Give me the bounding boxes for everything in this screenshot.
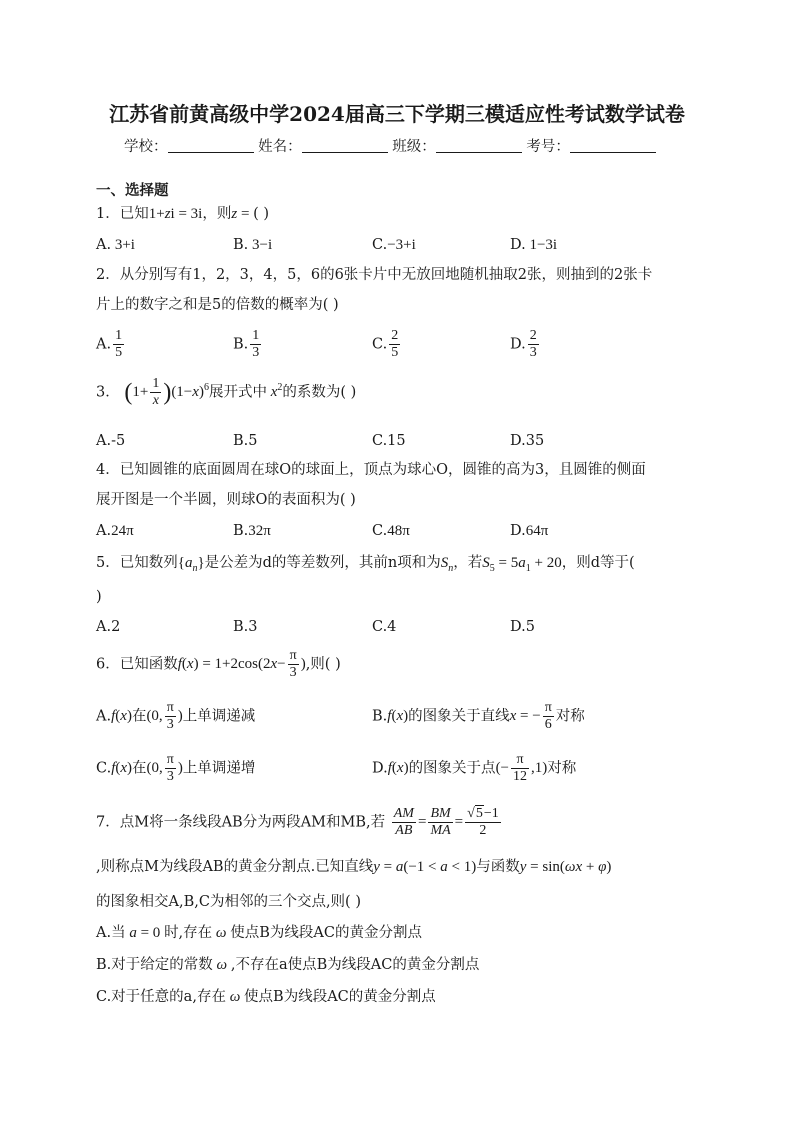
page-title: 江苏省前黄高级中学2024届高三下学期三模适应性考试数学试卷 — [109, 102, 685, 126]
q5-option-c[interactable]: C.4 — [372, 619, 397, 635]
class-blank[interactable] — [436, 139, 522, 153]
q7-option-a[interactable]: A.当 a = 0 时,存在 ω 使点B为线段AC的黄金分割点 — [96, 925, 422, 941]
q2-option-c[interactable]: C. $\frac{2}{5}$ — [372, 328, 399, 361]
student-info-line — [124, 139, 656, 155]
q1-option-b[interactable]: B. 3−i — [233, 237, 273, 253]
q6-option-c[interactable]: C.f(x)在(0, $\frac{\pi}{3}$ )上单调递增 — [96, 752, 256, 785]
q1-option-c[interactable]: C.−3+i — [372, 237, 416, 253]
question-1: 1．已知1+zi = 3i，则z = ( ) — [96, 206, 270, 222]
class-label: 班级： — [392, 139, 436, 155]
q3-option-a[interactable]: A.-5 — [96, 433, 126, 449]
school-label: 学校： — [124, 139, 168, 155]
section-heading: 一、选择题 — [96, 182, 169, 199]
q5-option-a[interactable]: A.2 — [96, 619, 121, 635]
name-label: 姓名： — [258, 139, 302, 155]
question-2-line2: 片上的数字之和是5的倍数的概率为( ) — [96, 297, 339, 313]
q3-option-b[interactable]: B.5 — [233, 433, 258, 449]
question-4-line1: 4．已知圆锥的底面圆周在球O的球面上，顶点为球心O，圆锥的高为3，且圆锥的侧面 — [96, 462, 646, 478]
q2-option-a[interactable]: A. $\frac{1}{5}$ — [96, 328, 123, 361]
q4-option-c[interactable]: C.48π — [372, 523, 410, 539]
question-3: 3． (1+ $\frac{1}{x}$ )$(1-x)^6$展开式中 $x^2$的系数为( ) — [96, 376, 357, 409]
q4-option-d[interactable]: D.64π — [510, 523, 549, 539]
question-7-line2: ,则称点M为线段AB的黄金分割点.已知直线y = a(−1 < a < 1)与函数y = sin(ωx + φ) — [96, 859, 612, 875]
question-4-line2: 展开图是一个半圆，则球O的表面积为( ) — [96, 492, 356, 508]
q7-option-c[interactable]: C.对于任意的a,存在 ω 使点B为线段AC的黄金分割点 — [96, 989, 436, 1005]
q3-option-d[interactable]: D.35 — [510, 433, 545, 449]
q2-option-b[interactable]: B. $\frac{1}{3}$ — [233, 328, 260, 361]
q4-option-a[interactable]: A.24π — [96, 523, 134, 539]
question-7-line1: 7．点M将一条线段AB分为两段AM和MB,若 $\frac{AM}{AB}$ = $\frac{BM}{MA}$ = $\frac{√5-1}{2}$ — [96, 806, 499, 839]
q5-option-d[interactable]: D.5 — [510, 619, 535, 635]
question-5-line1: 5．已知数列$\{a_n\}$是公差为d的等差数列，其前n项和为$S_n$，若$S_5 = 5a_1 + 20$，则d等于( — [96, 555, 635, 574]
q3-option-c[interactable]: C.15 — [372, 433, 406, 449]
equation: 1+zi = 3i — [148, 206, 203, 222]
number-blank[interactable] — [570, 139, 656, 153]
q7-option-b[interactable]: B.对于给定的常数 ω ,不存在a使点B为线段AC的黄金分割点 — [96, 957, 480, 973]
q1-option-d[interactable]: D. 1−3i — [510, 237, 558, 253]
question-7-line3: 的图象相交A,B,C为相邻的三个交点,则( ) — [96, 894, 361, 910]
q6-option-d[interactable]: D.f(x)的图象关于点(− $\frac{\pi}{12}$ ,1)对称 — [372, 752, 577, 785]
school-blank[interactable] — [168, 139, 254, 153]
q1-option-a[interactable]: A. 3+i — [96, 237, 135, 253]
question-6: 6．已知函数f(x) = 1+2cos(2x− $\frac{\pi}{3}$ ),则( ) — [96, 648, 341, 681]
q6-option-b[interactable]: B.f(x)的图象关于直线x = − $\frac{\pi}{6}$ 对称 — [372, 700, 585, 733]
q5-option-b[interactable]: B.3 — [233, 619, 258, 635]
number-label: 考号： — [526, 139, 570, 155]
name-blank[interactable] — [302, 139, 388, 153]
q6-option-a[interactable]: A.f(x)在(0, $\frac{\pi}{3}$ )上单调递减 — [96, 700, 256, 733]
question-5-line2: ) — [96, 589, 102, 605]
question-2-line1: 2．从分别写有1，2，3，4，5，6的6张卡片中无放回地随机抽取2张，则抽到的2张卡 — [96, 267, 653, 283]
q2-option-d[interactable]: D. $\frac{2}{3}$ — [510, 328, 537, 361]
q4-option-b[interactable]: B.32π — [233, 523, 271, 539]
